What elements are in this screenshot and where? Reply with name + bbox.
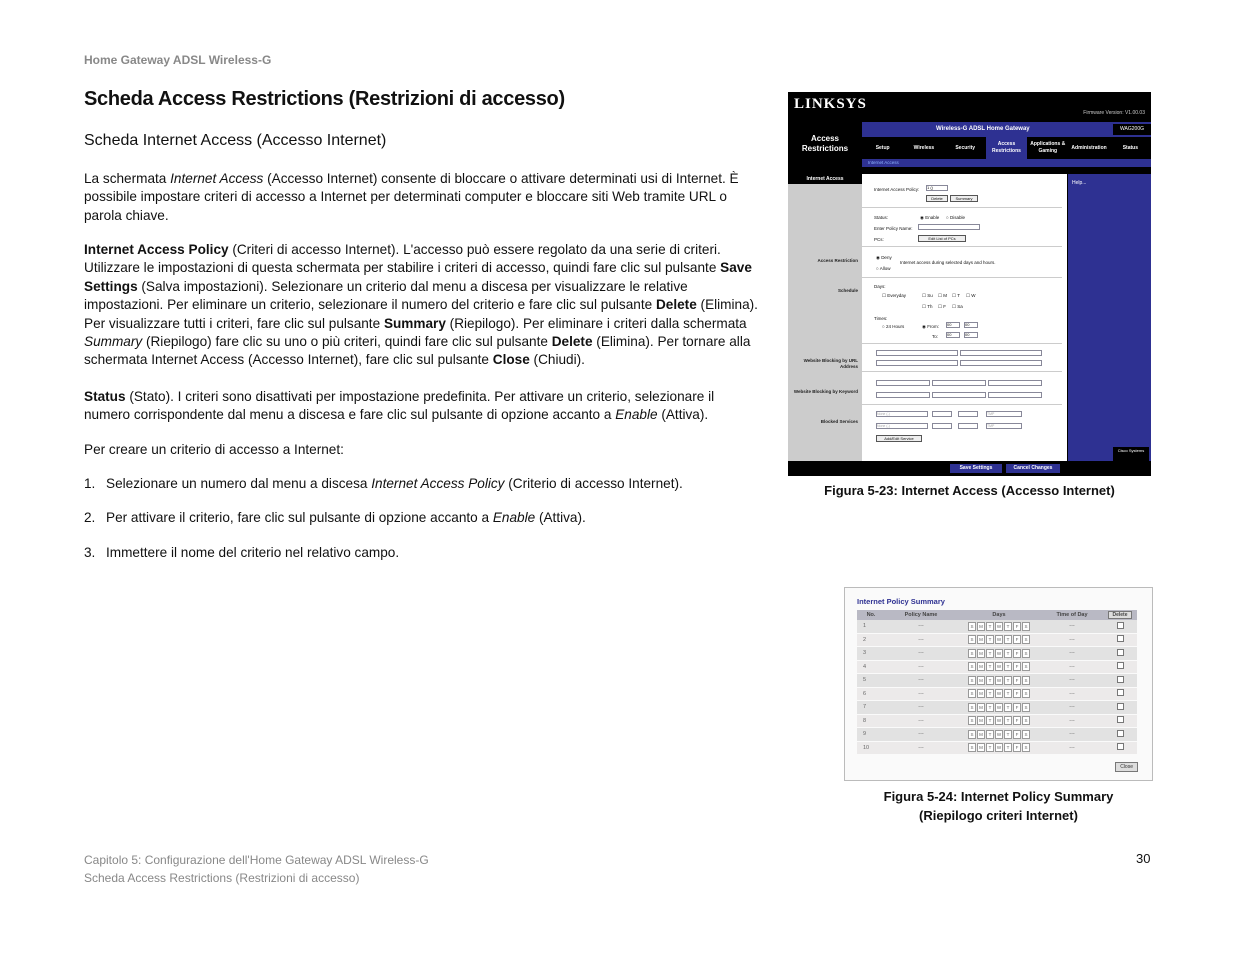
edit-pcs-button[interactable]: Edit List of PCs [918, 235, 966, 242]
day-box: S [968, 703, 976, 712]
policy-name-cell: --- [885, 687, 957, 701]
subtab-internet-access[interactable]: Internet Access [868, 160, 899, 165]
table-row [857, 633, 1137, 647]
policy-name-cell: --- [885, 714, 957, 728]
day-box: M [977, 676, 985, 685]
days-cell [957, 660, 1041, 674]
tab-status[interactable]: Status [1122, 145, 1138, 151]
day-box: T [986, 635, 994, 644]
summary-button[interactable]: Summary [950, 195, 978, 202]
delete-checkbox[interactable] [1117, 730, 1124, 737]
keyword-input[interactable] [988, 392, 1042, 398]
day-box: S [1022, 716, 1030, 725]
policy-select[interactable]: 1 () [926, 185, 948, 191]
cisco-logo: Cisco Systems [1113, 447, 1149, 471]
day-box: M [977, 662, 985, 671]
paragraph-status: Status (Stato). I criteri sono disattivati per impostazione predefinita. Per attivare un criterio, selezionare il numero corrispondente dal menu a discesa e fare clic sul pulsante di opzione accanto a Enable (Attiva). [84, 389, 715, 423]
days-cell [957, 687, 1041, 701]
day-box: W [996, 623, 1002, 629]
figure-caption [844, 787, 1153, 825]
column-header [1103, 610, 1137, 620]
day-box: M [977, 649, 985, 658]
policy-summary-screenshot [844, 587, 1153, 781]
cancel-changes-button[interactable]: Cancel Changes [1006, 464, 1060, 473]
delete-cell [1103, 674, 1137, 688]
running-header: Home Gateway ADSL Wireless-G [84, 53, 272, 67]
days-cell [957, 741, 1041, 755]
figure-caption: Figura 5-23: Internet Access (Accesso Internet) [824, 483, 1115, 498]
page-title: Scheda Access Restrictions (Restrizioni di accesso) [84, 88, 565, 110]
day-box: W [996, 650, 1002, 656]
divider [862, 277, 1062, 278]
row-number: 6 [857, 687, 885, 701]
day-checkbox[interactable]: ☐ W [966, 293, 976, 298]
day-checkbox[interactable]: ☐ Sa [952, 304, 963, 309]
day-box: S [1022, 730, 1030, 739]
disable-radio[interactable]: ○ Disable [946, 215, 965, 220]
day-box: W [996, 691, 1002, 697]
side-header: Internet Access [788, 174, 862, 184]
day-box: S [968, 689, 976, 698]
side-label: Website Blocking by Keyword [793, 389, 858, 394]
24h-radio[interactable]: ○ 24 Hours [882, 324, 905, 329]
day-box: S [1022, 649, 1030, 658]
service-select[interactable]: None (-) [876, 423, 928, 429]
delete-checkbox[interactable] [1117, 662, 1124, 669]
column-header: Time of Day [1041, 610, 1103, 620]
policy-name-cell: --- [885, 633, 957, 647]
column-header: Days [957, 610, 1041, 620]
delete-checkbox[interactable] [1117, 622, 1124, 629]
day-checkbox[interactable]: ☐ Th [922, 304, 933, 309]
delete-checkbox[interactable] [1117, 676, 1124, 683]
divider [862, 404, 1062, 405]
day-box: M [977, 703, 985, 712]
day-box: T [986, 676, 994, 685]
day-box: S [1022, 703, 1030, 712]
delete-cell [1103, 660, 1137, 674]
protocol-select[interactable]: TMP [986, 423, 1022, 429]
status-label: Status: [874, 215, 889, 220]
side-label: Website Blocking by URL Address [803, 358, 858, 369]
row-number: 5 [857, 674, 885, 688]
table-row [857, 687, 1137, 701]
tab-access-restrictions[interactable]: Access Restrictions [986, 137, 1027, 159]
day-box: T [1004, 649, 1012, 658]
delete-cell [1103, 701, 1137, 715]
summary-title: Internet Policy Summary [857, 597, 945, 606]
day-box: S [1022, 662, 1030, 671]
paragraph-policy: Internet Access Policy (Criteri di accesso Internet). L'accesso può essere regolato da una serie di criteri. Utilizzare le impostazioni di questa schermata per stabilire i criteri di accesso, quindi fare clic sul pulsante Save Settings (Salva impostazioni). Selezionare un criterio dal menu a discesa per visualizzare le relative impostazioni. Per eliminare un criterio, selezionare il numero del criterio e fare clic sul pulsante Delete (Elimina). Per visualizzare tutti i criteri, fare clic sul pulsante Summary (Riepilogo). Per eliminare i criteri dalla schermata Summary (Riepilogo) fare clic su uno o più criteri, quindi fare clic sul pulsante Delete (Elimina). Per tornare alla schermata Internet Access (Accesso Internet), fare clic sul pulsante Close (Chiudi). [84, 242, 758, 368]
url-input[interactable] [960, 350, 1042, 356]
day-box: S [1022, 676, 1030, 685]
page-footer [84, 851, 429, 887]
table-row [857, 701, 1137, 715]
policy-name-input[interactable] [918, 224, 980, 230]
policy-name-cell: --- [885, 647, 957, 661]
day-checkbox[interactable]: ☐ M [938, 293, 948, 298]
divider [862, 371, 1062, 372]
day-box: T [1004, 730, 1012, 739]
time-cell: --- [1041, 647, 1103, 661]
tab-wireless[interactable]: Wireless [913, 145, 935, 151]
delete-checkbox[interactable] [1117, 649, 1124, 656]
day-box: T [1004, 743, 1012, 752]
day-checkbox[interactable]: ☐ Su [922, 293, 933, 298]
day-box: F [1013, 743, 1021, 752]
day-box: T [1004, 662, 1012, 671]
day-box: S [968, 635, 976, 644]
day-box: S [968, 730, 976, 739]
close-button[interactable]: Close [1115, 762, 1138, 772]
day-box: W [996, 664, 1002, 670]
row-number: 7 [857, 701, 885, 715]
day-box: M [977, 635, 985, 644]
table-row [857, 620, 1137, 633]
delete-button[interactable]: Delete [926, 195, 948, 202]
policy-name-cell: --- [885, 741, 957, 755]
day-box: M [977, 622, 985, 631]
days-cell [957, 674, 1041, 688]
save-settings-button[interactable]: Save Settings [950, 464, 1002, 473]
row-number: 9 [857, 728, 885, 742]
time-cell: --- [1041, 674, 1103, 688]
pcs-label: PCs: [874, 237, 884, 242]
policy-name-cell: --- [885, 701, 957, 715]
caption-line: (Riepilogo criteri Internet) [919, 808, 1078, 823]
table-row [857, 714, 1137, 728]
day-box: F [1013, 662, 1021, 671]
policy-label: Internet Access Policy: [874, 187, 920, 192]
days-cell [957, 701, 1041, 715]
everyday-checkbox[interactable]: ☐ Everyday [882, 293, 907, 298]
row-number: 10 [857, 741, 885, 755]
to-hour-select[interactable]: 00 [946, 332, 960, 338]
product-name: Wireless-G ADSL Home Gateway [936, 126, 1030, 132]
day-box: T [986, 649, 994, 658]
day-box: S [968, 649, 976, 658]
column-header: Policy Name [885, 610, 957, 620]
port-input[interactable] [958, 423, 978, 429]
delete-checkbox[interactable] [1117, 703, 1124, 710]
deny-text: Internet access during selected days and hours. [900, 260, 996, 265]
time-cell: --- [1041, 633, 1103, 647]
day-box: W [996, 704, 1002, 710]
page-number: 30 [1136, 851, 1151, 866]
day-box: S [968, 716, 976, 725]
keyword-input[interactable] [876, 392, 930, 398]
days-label: Days: [874, 284, 886, 289]
day-box: W [996, 637, 1002, 643]
day-checkbox[interactable]: ☐ F [938, 304, 947, 309]
table-row [857, 647, 1137, 661]
policy-name-cell: --- [885, 660, 957, 674]
linksys-logo: LINKSYS [794, 96, 867, 112]
keyword-input[interactable] [876, 380, 930, 386]
allow-radio[interactable]: ○ Allow [876, 266, 891, 271]
table-row [857, 728, 1137, 742]
router-header [788, 92, 1151, 122]
days-cell [957, 633, 1041, 647]
delete-checkbox[interactable] [1117, 716, 1124, 723]
keyword-input[interactable] [932, 392, 986, 398]
day-box: W [996, 677, 1002, 683]
help-panel [1068, 174, 1151, 461]
port-input[interactable] [932, 411, 952, 417]
delete-checkbox[interactable] [1117, 743, 1124, 750]
day-box: T [1004, 703, 1012, 712]
row-number: 8 [857, 714, 885, 728]
day-box: T [986, 716, 994, 725]
day-box: S [1022, 743, 1030, 752]
day-box: F [1013, 676, 1021, 685]
row-number: 3 [857, 647, 885, 661]
time-cell: --- [1041, 660, 1103, 674]
day-box: T [1004, 635, 1012, 644]
day-box: T [986, 703, 994, 712]
day-box: W [996, 731, 1002, 737]
from-radio[interactable]: ◉ From: [922, 324, 939, 329]
days-cell [957, 620, 1041, 633]
side-label: Access Restriction [817, 258, 858, 263]
time-cell: --- [1041, 741, 1103, 755]
time-cell: --- [1041, 701, 1103, 715]
delete-cell [1103, 620, 1137, 633]
section-label: Access Restrictions [788, 122, 862, 167]
policy-name-cell: --- [885, 620, 957, 633]
policy-name-cell: --- [885, 728, 957, 742]
divider [862, 246, 1062, 247]
day-box: T [1004, 716, 1012, 725]
day-box: F [1013, 635, 1021, 644]
table-row [857, 741, 1137, 755]
to-minute-select[interactable]: 00 [964, 332, 978, 338]
side-panel [788, 174, 862, 461]
row-number: 2 [857, 633, 885, 647]
list-item: 1. Selezionare un numero dal menu a discesa Internet Access Policy (Criterio di accesso Internet). [84, 476, 683, 491]
url-input[interactable] [876, 350, 958, 356]
footer-chapter: Capitolo 5: Configurazione dell'Home Gateway ADSL Wireless-G [84, 853, 429, 867]
day-box: T [986, 622, 994, 631]
delete-cell [1103, 647, 1137, 661]
port-input[interactable] [932, 423, 952, 429]
day-box: M [977, 689, 985, 698]
delete-cell [1103, 728, 1137, 742]
firmware-version: Firmware Version: V1.00.03 [1083, 110, 1145, 116]
day-checkbox[interactable]: ☐ T [952, 293, 960, 298]
from-minute-select[interactable]: 00 [964, 322, 978, 328]
enable-radio[interactable]: ◉ Enable [920, 215, 940, 220]
time-cell: --- [1041, 728, 1103, 742]
delete-button[interactable]: Delete [1108, 611, 1131, 619]
day-box: T [1004, 676, 1012, 685]
day-box: T [1004, 689, 1012, 698]
internet-access-screenshot [788, 92, 1151, 476]
delete-cell [1103, 714, 1137, 728]
list-item: 3. Immettere il nome del criterio nel relativo campo. [84, 545, 400, 560]
day-box: W [996, 745, 1002, 751]
help-link[interactable]: Help... [1072, 180, 1087, 186]
days-cell [957, 647, 1041, 661]
table-row [857, 674, 1137, 688]
policy-name-cell: --- [885, 674, 957, 688]
day-box: F [1013, 716, 1021, 725]
paragraph-create: Per creare un criterio di accesso a Internet: [84, 442, 344, 457]
form-panel [862, 174, 1067, 461]
day-box: M [977, 730, 985, 739]
days-cell [957, 714, 1041, 728]
tab-administration[interactable]: Administration [1071, 145, 1107, 151]
day-box: F [1013, 703, 1021, 712]
day-box: S [968, 662, 976, 671]
delete-cell [1103, 633, 1137, 647]
day-box: F [1013, 730, 1021, 739]
service-select[interactable]: None (-) [876, 411, 928, 417]
day-box: T [986, 743, 994, 752]
time-cell: --- [1041, 620, 1103, 633]
delete-checkbox[interactable] [1117, 689, 1124, 696]
column-header: No. [857, 610, 885, 620]
days-cell [957, 728, 1041, 742]
caption-line: Figura 5-24: Internet Policy Summary [883, 789, 1114, 804]
model-number: WAG200G [1113, 124, 1151, 135]
from-hour-select[interactable]: 00 [946, 322, 960, 328]
footer-left [788, 461, 862, 476]
tab-setup[interactable]: Setup [875, 145, 890, 151]
list-item: 2. Per attivare il criterio, fare clic sul pulsante di opzione accanto a Enable (Attiva). [84, 510, 586, 525]
main-tabs [862, 137, 1151, 159]
day-box: M [977, 743, 985, 752]
keyword-input[interactable] [932, 380, 986, 386]
url-input[interactable] [960, 360, 1042, 366]
day-box: T [1004, 622, 1012, 631]
side-label: Blocked Services [820, 419, 858, 424]
divider [862, 343, 1062, 344]
side-label: Schedule [837, 288, 858, 293]
times-label: Times: [874, 316, 888, 321]
row-number: 1 [857, 620, 885, 633]
day-box: S [1022, 689, 1030, 698]
row-number: 4 [857, 660, 885, 674]
keyword-input[interactable] [988, 380, 1042, 386]
tab-applications-gaming[interactable]: Applications & Gaming [1030, 141, 1066, 154]
day-box: T [986, 662, 994, 671]
day-box: S [968, 676, 976, 685]
divider [862, 207, 1062, 208]
delete-cell [1103, 687, 1137, 701]
day-box: M [977, 716, 985, 725]
tab-security[interactable]: Security [955, 145, 976, 151]
policy-name-label: Enter Policy Name: [874, 226, 913, 231]
delete-cell [1103, 741, 1137, 755]
to-label: To: [932, 334, 939, 339]
delete-checkbox[interactable] [1117, 635, 1124, 642]
url-input[interactable] [876, 360, 958, 366]
time-cell: --- [1041, 714, 1103, 728]
subtab-bar [862, 159, 1151, 167]
deny-radio[interactable]: ◉ Deny [876, 255, 892, 260]
protocol-select[interactable]: TMP [986, 411, 1022, 417]
section-subtitle: Scheda Internet Access (Accesso Internet) [84, 132, 387, 149]
footer-section: Scheda Access Restrictions (Restrizioni di accesso) [84, 871, 360, 885]
day-box: S [1022, 622, 1030, 631]
table-row [857, 660, 1137, 674]
day-box: S [968, 622, 976, 631]
paragraph-intro: La schermata Internet Access (Accesso Internet) consente di bloccare o attivare determinati usi di Internet. È possibile impostare criteri di accesso a Internet per determinati computer e bloccare siti Web tramite URL o parola chiave. [84, 171, 739, 223]
day-box: F [1013, 622, 1021, 631]
day-box: F [1013, 649, 1021, 658]
summary-table [857, 610, 1137, 755]
add-edit-service-button[interactable]: Add/Edit Service [876, 435, 922, 442]
day-box: T [986, 730, 994, 739]
day-box: F [1013, 689, 1021, 698]
day-box: S [968, 743, 976, 752]
day-box: W [996, 718, 1002, 724]
day-box: T [986, 689, 994, 698]
port-input[interactable] [958, 411, 978, 417]
day-box: S [1022, 635, 1030, 644]
time-cell: --- [1041, 687, 1103, 701]
